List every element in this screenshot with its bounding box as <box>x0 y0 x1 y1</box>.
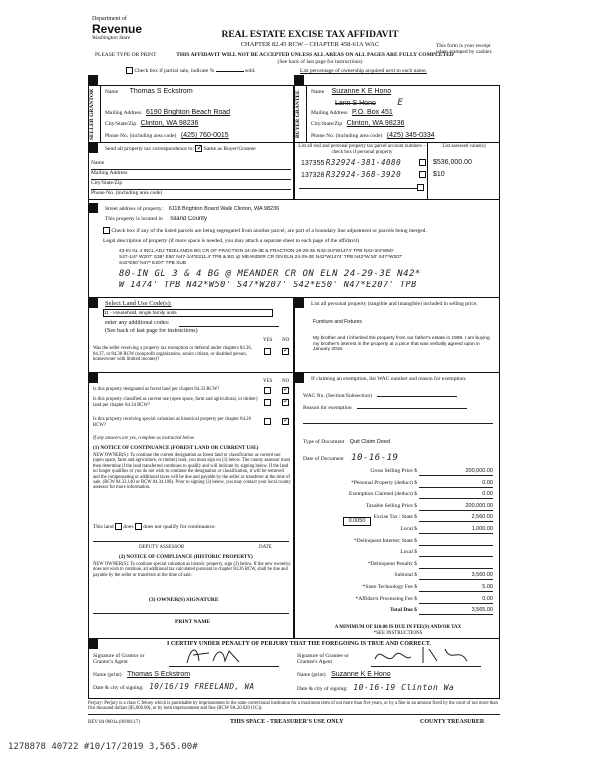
tax-row-value[interactable]: 200,000.00 <box>419 468 493 476</box>
forest-q2-yes[interactable] <box>264 399 271 406</box>
land-use-see-back: (See back of last page for instructions) <box>105 328 198 334</box>
doc-date-label: Date of Document <box>303 456 344 462</box>
deputy-date-label: DATE <box>259 545 272 550</box>
buyer-city-label: City/State/Zip <box>311 121 343 127</box>
segregation-label: Check box if any of the listed parcels are being segregated from another parcel, are part of a boundary line adjustment or parcels being merged. <box>111 227 427 234</box>
buyer-mailing[interactable]: P.O. Box 451 <box>352 109 393 116</box>
tax-row <box>299 561 497 571</box>
exemption-label: If claiming an exemption, list WAC number and reason for exemption: <box>311 376 467 382</box>
tax-row-label: Exemption Claimed (deduct) $ <box>349 491 417 498</box>
seller-city-label: City/State/Zip <box>105 121 137 127</box>
seller-mailing-label: Mailing Address <box>105 110 142 116</box>
parcel-row <box>301 159 501 168</box>
dept-line1: Department of <box>92 16 127 22</box>
type-or-print: PLEASE TYPE OR PRINT <box>95 52 157 58</box>
corr-mailing-label: Mailing Address <box>91 170 128 176</box>
buyer-name-mark: E <box>397 98 404 108</box>
corr-name-label: Name <box>91 160 105 166</box>
tax-section <box>294 373 500 639</box>
seller-mailing[interactable]: 6190 Brighton Beach Road <box>146 109 231 116</box>
tax-row-label: *Personal Property (deduct) $ <box>351 479 417 486</box>
form-warning: THIS AFFIDAVIT WILL NOT BE ACCEPTED UNLESS ALL AREAS ON ALL PAGES ARE FULLY COMPLETED <box>176 52 454 58</box>
parcel-row <box>301 171 501 180</box>
additional-codes-label: enter any additional codes: <box>105 320 170 326</box>
partial-sale-checkbox[interactable] <box>126 67 133 74</box>
tax-row-label: *Affidavit Processing Fee $ <box>355 595 417 602</box>
if-yes-note: If any answers are yes, complete as instructed below. <box>93 436 195 441</box>
tax-row <box>299 491 497 501</box>
land-use-label: Select Land Use Code(s): <box>105 300 172 307</box>
additional-codes-input[interactable] <box>179 320 279 327</box>
county[interactable]: Island County <box>170 216 207 222</box>
grantee-signature-scribble <box>371 643 481 665</box>
legal-handwritten-1: 80-IN GL 3 & 4 BG @ MEANDER CR ON ELN 24-29-3E N42* <box>119 269 421 279</box>
tax-row <box>299 572 497 582</box>
grantor-signature-scribble <box>169 643 279 665</box>
legal-line-3: S42*E50' N47* E207' TPB SUB <box>119 261 187 266</box>
section-2-marker <box>294 75 304 85</box>
parcel-handwritten: R32924-368-3920 <box>325 171 402 179</box>
correspondence-section <box>88 143 294 200</box>
street-address[interactable]: 6118 Brighton Board Walk Clinton, WA 98236 <box>168 206 280 212</box>
buyer-phone[interactable]: (425) 345-0334 <box>386 132 435 139</box>
exemption-no-checkbox[interactable]: ✓ <box>283 346 289 354</box>
parcel-number[interactable]: 137328 <box>301 172 325 179</box>
forest-q3-no[interactable]: ✓ <box>283 416 289 424</box>
print-name-label: PRINT NAME <box>175 619 211 625</box>
grantor-name[interactable]: Thomas S Eckstrom <box>127 671 191 678</box>
forest-no-header: NO <box>282 379 290 384</box>
grantor-sig-label: Signature of Grantor or Grantor's Agent <box>93 653 145 666</box>
parcel-number[interactable]: 137355 <box>301 160 325 167</box>
partial-sale-label: Check box if partial sale, indicate % <box>134 67 215 74</box>
ownership-note: List percentage of ownership acquired next to each name. <box>300 68 427 74</box>
receipt-note <box>436 43 526 56</box>
exemption-yes-checkbox[interactable] <box>264 348 271 355</box>
tax-row <box>299 526 497 536</box>
tax-row <box>299 514 497 524</box>
corr-city-label: City/State/Zip <box>91 180 123 186</box>
tax-row-label: Taxable Selling Price $ <box>365 502 417 509</box>
tax-row <box>299 468 497 478</box>
owner-signature-label: (3) OWNER(S) SIGNATURE <box>149 597 219 603</box>
forest-q3: Is this property receiving special valuation as historical property per chapter 84.26 RCW? <box>93 417 251 428</box>
grantee-signature[interactable] <box>371 655 481 667</box>
forest-q2: Is this property classified as current use (open space, farm and agricultural, or timber) land per chapter 84.34 RCW? <box>93 397 258 408</box>
does-not-checkbox[interactable] <box>135 523 142 530</box>
tax-row-label: Excise Tax : State $ <box>373 514 417 521</box>
tax-row <box>299 538 497 548</box>
yes-header: YES <box>263 338 273 343</box>
forest-q1-no[interactable]: ✓ <box>283 385 289 393</box>
notice2-title: (2) NOTICE OF COMPLIANCE (HISTORIC PROPERTY) <box>119 554 253 560</box>
tax-row-value[interactable]: 2,560.00 <box>419 514 493 522</box>
seller-name[interactable]: Thomas S Eckstrom <box>129 88 193 95</box>
doc-date[interactable]: 10-16-19 <box>351 453 399 463</box>
located-label: This property is located in <box>105 216 163 222</box>
receipt-note-2: when stamped by cashier. <box>436 49 493 56</box>
tax-row <box>299 503 497 513</box>
notice1-title: (1) NOTICE OF CONTINUANCE (FOREST LAND OR CURRENT USE) <box>93 445 259 451</box>
legal-line-1: 43-IN GL 4 INCL ADJ TIDELANDS BG CR OF FRACTION 24-29-3E & FRACTION 19-29-4E N42-3/4*W1474' TPB N42-3/4*W50' <box>119 249 394 254</box>
correspondence-label: Send all property tax correspondence to: <box>105 145 195 152</box>
tax-row-label: Subtotal $ <box>394 572 417 579</box>
treasurer-label: THIS SPACE - TREASURER'S USE ONLY <box>230 719 344 725</box>
buyer-phone-label: Phone No. (including area code) <box>311 133 383 139</box>
forest-q3-yes[interactable] <box>264 418 271 425</box>
this-land-label: This land <box>93 523 114 530</box>
sold-label: sold. <box>245 67 256 74</box>
legal-label: Legal description of property (if more space is needed, you may attach a separate sheet to each page of the affidavit) <box>103 238 359 244</box>
certify-text: I CERTIFY UNDER PENALTY OF PERJURY THAT THE FOREGOING IS TRUE AND CORRECT. <box>166 641 431 647</box>
property-section <box>88 200 500 298</box>
grantee-name[interactable]: Suzanne K E Hono <box>331 671 391 678</box>
buyer-name-struck: Larin S Hono <box>335 100 376 107</box>
parcels-section <box>294 143 500 200</box>
grantee-date[interactable]: 10-16-19 Clinton Wa <box>353 683 455 692</box>
grantor-date[interactable]: 10/16/19 FREELAND, WA <box>149 683 255 691</box>
forest-q2-no[interactable]: ✓ <box>283 397 289 405</box>
land-use-section <box>88 298 294 373</box>
personal-property-statement: My brother and I inherited the property from our father's estate in 1989. I am buying my brother's interest in the property at a price that was verbally agreed upon in January 2016. <box>313 336 490 353</box>
forest-yes-header: YES <box>263 379 273 384</box>
buyer-name-label: Name <box>311 89 325 95</box>
county-treasurer-label: COUNTY TREASURER <box>420 719 485 725</box>
land-use-select[interactable]: 11 - Household, single family units <box>104 311 177 316</box>
tax-row <box>299 596 497 606</box>
grantor-signature[interactable] <box>169 655 279 667</box>
tax-row-label: *State Technology Fee $ <box>362 584 417 590</box>
parcel-handwritten: R32924-381-4080 <box>325 159 402 167</box>
parcels-heading: List all real and personal property tax parcel account numbers – check box if personal property <box>298 144 426 155</box>
deputy-assessor-label: DEPUTY ASSESSOR <box>139 545 185 550</box>
reason-input[interactable] <box>357 403 467 409</box>
form-chapter: CHAPTER 82.45 RCW – CHAPTER 458-61A WAC <box>240 40 380 48</box>
tax-row <box>299 584 497 594</box>
same-as-buyer-checkbox[interactable]: ✓ <box>196 145 204 152</box>
seller-city[interactable]: Clinton, WA 98236 <box>140 120 199 127</box>
grantee-name-label: Name (print) <box>297 672 326 678</box>
forest-q1: Is this property designated as forest land per chapter 84.33 RCW? <box>93 387 220 392</box>
seller-phone-label: Phone No. (including area code) <box>105 133 177 139</box>
legal-line-2: S47-1/4* W207' S38* E50' N47-1/4*E211.4' TPB & BG @ MEANDER CR ON ELN 24-29-3E N42*W1474' TPB N42*W 50' S47*W207' <box>119 255 403 260</box>
personal-property-checkbox[interactable] <box>419 171 426 178</box>
segregation-checkbox[interactable] <box>103 227 110 234</box>
tax-row <box>299 480 497 490</box>
tax-row-label: Total Due $ <box>390 607 417 614</box>
legal-handwritten-2: W 1474' TPB N42*W50' S47*W207' S42*E50' N47*E207' TPB <box>119 281 417 290</box>
buyer-section <box>294 85 500 143</box>
seller-phone[interactable]: (425) 760-0015 <box>180 132 229 139</box>
dept-line2: Revenue <box>92 21 143 36</box>
department-logo <box>92 16 162 41</box>
grantor-date-label: Date & city of signing: <box>93 685 144 691</box>
tax-row-value[interactable] <box>419 538 493 546</box>
tax-row <box>299 607 497 617</box>
same-as-buyer-label: Same as Buyer/Grantee <box>203 145 256 152</box>
grantor-name-label: Name (print) <box>93 672 122 678</box>
notice2-body: NEW OWNER(S): To continue special valuation as historic property, sign (3) below. If the new owner(s) does not wish to continue, all additional tax calculated pursuant to chapter 84.26 RCW, shall be due and payable by the seller or transferor at the time of sale. <box>93 562 291 578</box>
tax-row-value[interactable] <box>419 561 493 569</box>
tax-row-label: *Delinquent Penalty $ <box>367 560 417 567</box>
buyer-name[interactable]: Suzanne K E Hono <box>331 88 392 95</box>
seller-side-label: SELLER GRANTOR <box>89 88 95 140</box>
buyer-city[interactable]: Clinton, WA 98236 <box>346 120 405 127</box>
forest-q1-yes[interactable] <box>264 387 271 394</box>
receipt-stamp: 1278878 40722 #10/17/2019 3,565.00# <box>8 742 198 752</box>
local-rate[interactable]: 0.0050 <box>343 517 371 526</box>
tax-row-value[interactable]: 1,000.00 <box>419 526 493 534</box>
assessed-value[interactable]: $536,000.00 <box>433 159 472 166</box>
no-header: NO <box>282 338 290 343</box>
tax-row-value[interactable]: 0.00 <box>419 596 493 604</box>
certify-section <box>88 639 500 699</box>
personal-property-section <box>294 298 500 373</box>
rev-label: REV 84 0001a (09/06/17) <box>88 720 140 725</box>
does-label: does <box>123 523 134 530</box>
personal-property-checkbox[interactable] <box>419 159 426 166</box>
street-label: Street address of property: <box>105 206 164 212</box>
buyer-side-label: BUYER GRANTEE <box>295 90 301 138</box>
does-not-label: does not qualify for continuance. <box>143 523 216 530</box>
does-checkbox[interactable] <box>115 523 122 530</box>
seller-name-label: Name <box>105 89 119 95</box>
tax-row <box>299 549 497 559</box>
tax-row-value[interactable]: 200,000.00 <box>419 503 493 511</box>
tax-row-value[interactable]: 5.00 <box>419 584 493 592</box>
personal-property-items[interactable]: Furniture and Fixtures <box>313 319 362 325</box>
assessed-value[interactable]: $10 <box>433 171 445 178</box>
doc-type[interactable]: Quit Claim Deed <box>349 439 391 445</box>
personal-property-checkbox[interactable] <box>417 184 424 191</box>
tax-row-value[interactable]: 0.00 <box>419 480 493 488</box>
tax-row-label: Gross Selling Price $ <box>370 468 417 474</box>
wac-input[interactable] <box>377 391 457 397</box>
minimum-note: A MINIMUM OF $10.00 IS DUE IN FEE(S) AND/OR TAX <box>334 625 462 630</box>
receipt-note-1: This form is your receipt <box>436 43 491 49</box>
tax-row-value[interactable]: 3,560.00 <box>419 572 493 580</box>
perjury-note: Perjury: Perjury is a class C felony which is punishable by imprisonment in the state correctional institution for a maximum term of not more than five years, or by a fine in an amount fixed by the court of not more than five thousand dollars ($5,000.00), or by both imprisonment and fine (RCW 9A.20.020 (1C)). <box>88 701 498 712</box>
exemption-question: Was the seller receiving a property tax exemption or deferral under chapters 84.36, 84.37, or 84.38 RCW (nonprofit organization, senior citizen, or disabled person, homeowner with limited income)? <box>93 346 252 363</box>
tax-row-label: Local $ <box>400 526 417 532</box>
assessed-heading: List assessed value(s) <box>442 144 486 149</box>
personal-property-heading: List all personal property (tangible and intangible) included in selling price. <box>311 301 478 307</box>
corr-phone-label: Phone No. (including area code) <box>91 190 163 196</box>
tax-row-label: *Delinquent Interest: State $ <box>353 537 417 544</box>
reason-label: Reason for exemption <box>303 405 352 411</box>
grantee-date-label: Date & city of signing: <box>297 686 348 692</box>
notice1-body: NEW OWNER(S): To continue the current designation as forest land or classification as current use (open space, farm and agriculture, or timber) land, you must sign on (3) below. The county assessor must then determine if the land transferred continues to qualify and will indicate by signing below. If the land no longer qualifies or you do not wish to continue the designation or classification, it will be removed and the compensating or additional taxes will be due and payable by the seller or transferor at the time of sale. (RCW 84.33.140 or RCW 84.34.108). Prior to signing (3) below, you may contact your local county assessor for more information. <box>93 453 291 491</box>
seller-section <box>88 85 294 143</box>
form-title: REAL ESTATE EXCISE TAX AFFIDAVIT <box>221 30 399 40</box>
wac-label: WAC No. (Section/Subsection) <box>303 393 372 399</box>
tax-row-label: Local $ <box>400 549 417 556</box>
dept-line3: Washington State <box>92 34 131 41</box>
see-back: (See back of last page for instructions) <box>277 59 363 65</box>
tax-row-value[interactable] <box>419 549 493 557</box>
buyer-mailing-label: Mailing Address <box>311 110 348 116</box>
doc-type-label: Type of Document <box>303 439 345 445</box>
see-instructions: *SEE INSTRUCTIONS <box>373 631 423 636</box>
grantee-sig-label: Signature of Grantee or Grantee's Agent <box>297 653 349 666</box>
section-1-marker <box>88 75 98 85</box>
forest-section <box>88 373 294 639</box>
tax-row-value[interactable]: 0.00 <box>419 491 493 499</box>
tax-row-value[interactable]: 3,565.00 <box>419 607 493 615</box>
